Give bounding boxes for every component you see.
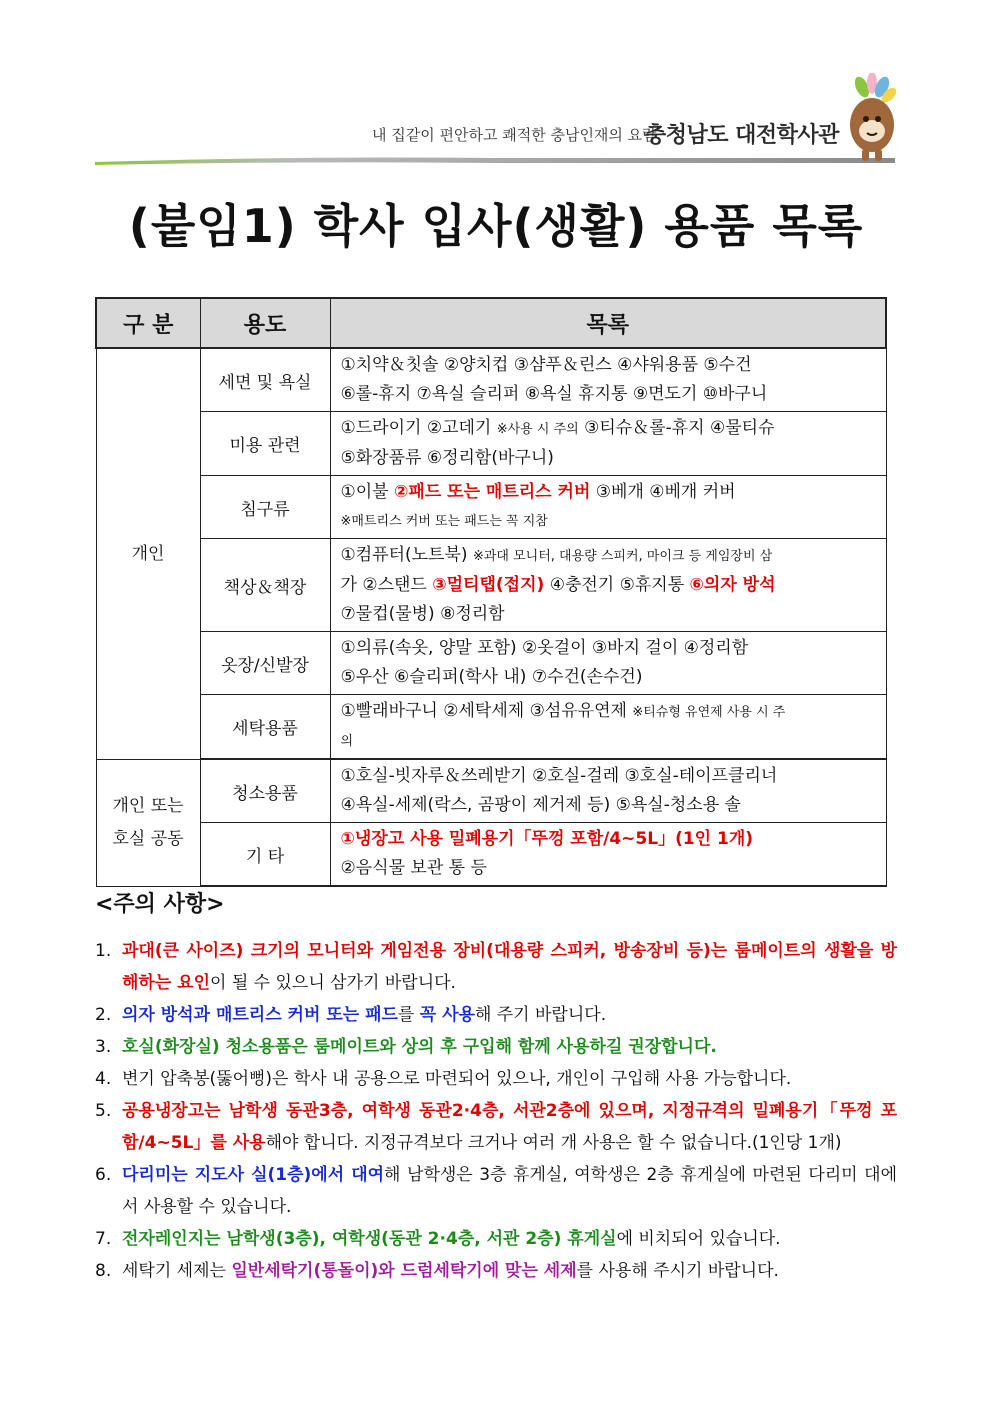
body-text: 에 비치되어 있습니다. <box>616 1229 781 1249</box>
table-row <box>96 823 886 887</box>
caution-item <box>95 1095 897 1159</box>
mascot-icon <box>842 73 902 165</box>
list-line: ⑤우산 ⑥슬리퍼(학사 내) ⑦수건(손수건) <box>340 667 643 687</box>
caution-item <box>95 1063 897 1095</box>
list-line: ①빨래바구니 ②세탁세제 ③섬유유연제 ※티슈형 유연제 사용 시 주 <box>340 701 786 721</box>
item-number: 1. <box>95 941 112 961</box>
body-text: 를 사용해 주시기 바랍니다. <box>576 1261 779 1281</box>
use-laundry: 세탁용품 <box>200 695 330 760</box>
table-row <box>96 632 886 695</box>
table-row <box>96 539 886 632</box>
item-number: 4. <box>95 1069 112 1089</box>
group-label-line: 호실 공동 <box>112 828 184 849</box>
list-line: ④욕실-세제(락스, 곰팡이 제거제 등) ⑤욕실-청소용 솔 <box>340 795 741 815</box>
note-text: ※사용 시 주의 <box>496 422 579 437</box>
highlight-text: ②패드 또는 매트리스 커버 <box>394 482 591 502</box>
body-text: 세탁기 세제는 <box>122 1261 232 1281</box>
list-line: ②음식물 보관 통 등 <box>340 858 487 878</box>
body-text: 해 주기 바랍니다. <box>474 1005 607 1025</box>
list-line: ①이불 ②패드 또는 매트리스 커버 ③베개 ④베개 커버 <box>340 482 736 502</box>
use-desk: 책상＆책장 <box>200 539 330 632</box>
list-line: ①의류(속옷, 양말 포함) ②옷걸이 ③바지 걸이 ④정리함 <box>340 638 749 658</box>
list-line: ①컴퓨터(노트북) ※과대 모니터, 대용량 스피커, 마이크 등 게임장비 삼 <box>340 545 773 565</box>
list-desk <box>330 539 886 632</box>
table-row <box>96 695 886 760</box>
list-bedding <box>330 476 886 539</box>
header-organization: 충청남도 대전학사관 <box>645 123 839 148</box>
use-closet: 옷장/신발장 <box>200 632 330 695</box>
header-slogan: 내 집같이 편안하고 쾌적한 충남인재의 요람 <box>372 126 657 144</box>
item-number: 7. <box>95 1229 112 1249</box>
highlight-text: ①냉장고 사용 밀폐용기「뚜껑 포함/4~5L」(1인 1개) <box>340 829 754 849</box>
list-line: ⑤화장품류 ⑥정리함(바구니) <box>340 448 554 468</box>
use-cleaning: 청소용품 <box>200 759 330 823</box>
group-shared <box>96 759 200 886</box>
items-table <box>95 297 887 887</box>
list-etc <box>330 823 886 887</box>
list-wash <box>330 348 886 412</box>
highlight-text: 의자 방석과 매트리스 커버 또는 패드 <box>122 1005 398 1025</box>
body-text: 변기 압축봉(뚫어뻥)은 학사 내 공용으로 마련되어 있으나, 개인이 구입해 사용 가능합니다. <box>122 1069 792 1089</box>
list-laundry <box>330 695 886 760</box>
caution-item <box>95 1255 897 1287</box>
caution-item <box>95 1223 897 1255</box>
highlight-text: 다리미는 지도사 실(1층)에서 대여 <box>122 1165 385 1185</box>
item-number: 8. <box>95 1261 112 1281</box>
item-number: 2. <box>95 1005 112 1025</box>
caution-heading: <주의 사항> <box>95 892 225 917</box>
list-cleaning <box>330 759 886 823</box>
highlight-text: 꼭 사용 <box>419 1005 475 1025</box>
table-row <box>96 412 886 476</box>
body-text: 해 남학생은 3층 휴게실, 여학생은 2층 휴게실에 마련된 다리미 대에서 사용할 수 있습니다. <box>122 1165 897 1217</box>
list-line: 가 ②스탠드 ③멀티탭(접지) ④충전기 ⑤휴지통 ⑥의자 방석 <box>340 575 776 595</box>
list-line: ①치약＆칫솔 ②양치컵 ③샴푸＆린스 ④샤워용품 ⑤수건 <box>340 355 752 375</box>
header-use: 용도 <box>200 298 330 348</box>
note-text: 의 <box>340 734 354 749</box>
item-number: 5. <box>95 1101 112 1121</box>
caution-item <box>95 1031 897 1063</box>
note-text: ※과대 모니터, 대용량 스피커, 마이크 등 게임장비 삼 <box>472 549 773 564</box>
header-category: 구 분 <box>96 298 200 348</box>
use-wash: 세면 및 욕실 <box>200 348 330 412</box>
table-row <box>96 476 886 539</box>
list-line: ⑦물컵(물병) ⑧정리함 <box>340 604 505 624</box>
group-label-line: 개인 또는 <box>112 796 184 817</box>
body-text: 를 <box>397 1005 420 1025</box>
header-divider <box>95 156 895 165</box>
highlight-text: ⑥의자 방석 <box>689 575 776 595</box>
caution-list <box>95 935 897 1287</box>
page-title: (붙임1) 학사 입사(생활) 용품 목록 <box>128 199 864 253</box>
caution-item <box>95 999 897 1031</box>
highlight-text: 일반세탁기(통돌이)와 드럼세탁기에 맞는 세제 <box>231 1261 577 1281</box>
body-text: 해야 합니다. 지정규격보다 크거나 여러 개 사용은 할 수 없습니다.(1인당 1개) <box>265 1133 842 1153</box>
highlight-text: 공용냉장고는 남학생 동관3층, 여학생 동관2·4층, 서관2층에 있으며, 지정규격의 밀폐용기「뚜껑 포함/4~5L」를 사용 <box>122 1101 897 1153</box>
item-number: 3. <box>95 1037 112 1057</box>
caution-item <box>95 935 897 999</box>
table-header-row <box>96 298 886 348</box>
group-personal: 개인 <box>96 348 200 759</box>
note-text: ※매트리스 커버 또는 패드는 꼭 지참 <box>340 514 548 529</box>
highlight-text: 전자레인지는 남학생(3층), 여학생(동관 2·4층, 서관 2층) 휴게실 <box>122 1229 617 1249</box>
highlight-text: 호실(화장실) 청소용품은 룸메이트와 상의 후 구입해 함께 사용하길 권장합니다. <box>122 1037 717 1057</box>
highlight-text: ③멀티탭(접지) <box>432 575 545 595</box>
list-line: ①드라이기 ②고데기 ※사용 시 주의 ③티슈＆롤-휴지 ④물티슈 <box>340 418 775 438</box>
body-text: 이 될 수 있으니 삼가기 바랍니다. <box>210 973 456 993</box>
item-number: 6. <box>95 1165 112 1185</box>
note-text: ※티슈형 유연제 사용 시 주 <box>632 705 786 720</box>
list-line: ⑥롤-휴지 ⑦욕실 슬리퍼 ⑧욕실 휴지통 ⑨면도기 ⑩바구니 <box>340 384 768 404</box>
caution-item <box>95 1159 897 1223</box>
list-line: ①호실-빗자루＆쓰레받기 ②호실-걸레 ③호실-테이프클리너 <box>340 766 778 786</box>
use-beauty: 미용 관련 <box>200 412 330 476</box>
use-bedding: 침구류 <box>200 476 330 539</box>
list-closet <box>330 632 886 695</box>
list-beauty <box>330 412 886 476</box>
use-etc: 기 타 <box>200 823 330 887</box>
table-row <box>96 348 886 412</box>
table-row <box>96 759 886 823</box>
highlight-text: 과대(큰 사이즈) 크기의 모니터와 게임전용 장비(대용량 스피커, 방송장비 등)는 룸메이트의 생활을 방해하는 요인 <box>122 941 897 993</box>
header-list: 목록 <box>330 298 886 348</box>
